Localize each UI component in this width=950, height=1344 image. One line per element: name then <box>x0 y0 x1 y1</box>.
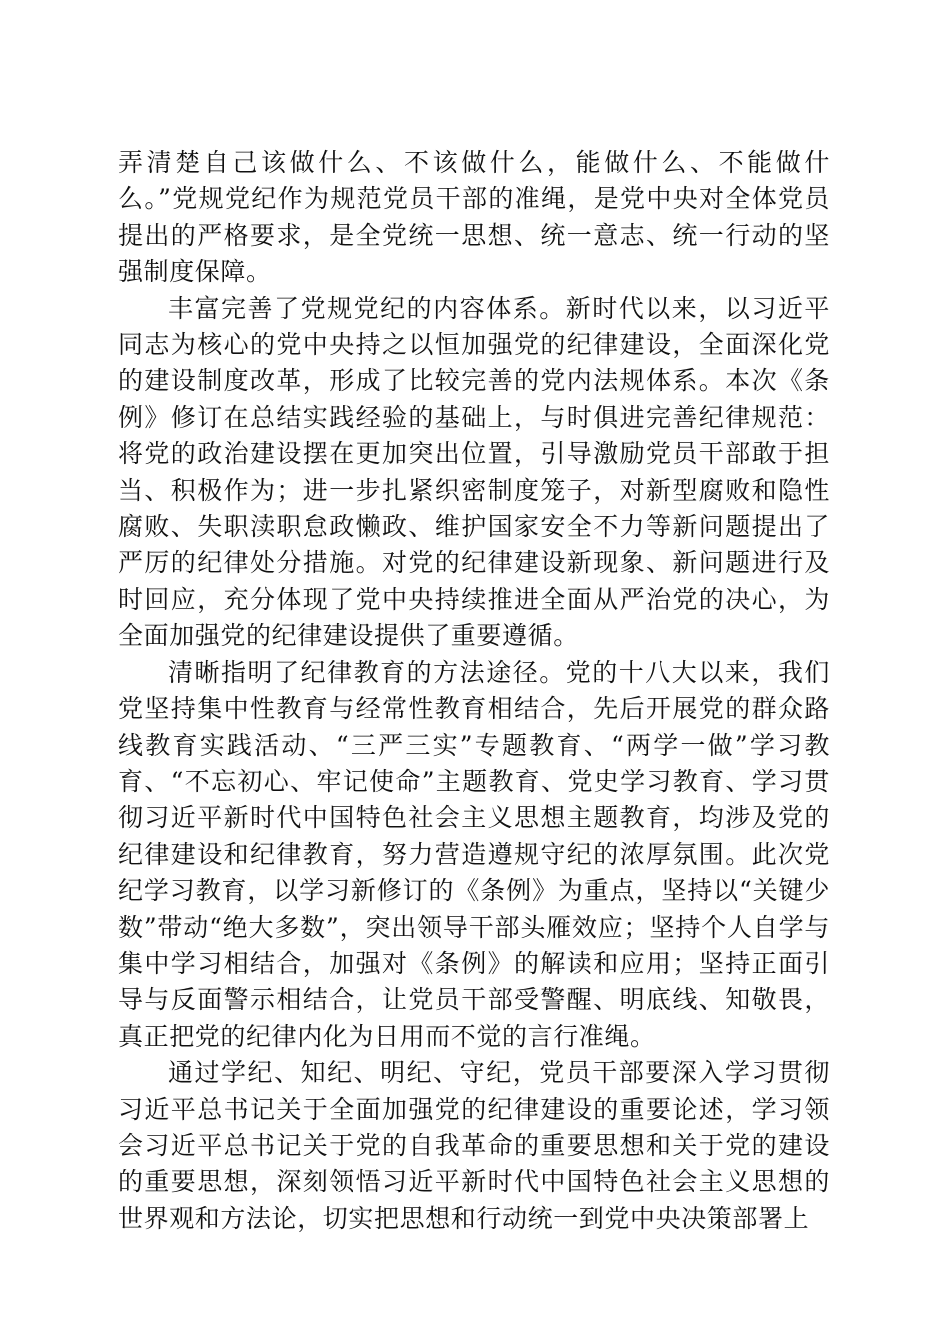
body-text <box>118 145 830 1237</box>
paragraph-study-discipline: 通过学纪、知纪、明纪、守纪，党员干部要深入学习贯彻习近平总书记关于全面加强党的纪律建设的重要论述，学习领会习近平总书记关于党的自我革命的重要思想和关于党的建设的重要思想，深刻领悟习近平新时代中国特色社会主义思想的世界观和方法论，切实把思想和行动统一到党中央决策部署上 <box>118 1058 830 1233</box>
paragraph-content-system: 丰富完善了党规党纪的内容体系。新时代以来，以习近平同志为核心的党中央持之以恒加强党的纪律建设，全面深化党的建设制度改革，形成了比较完善的党内法规体系。本次《条例》修订在总结实践经验的基础上，与时俱进完善纪律规范：将党的政治建设摆在更加突出位置，引导激励党员干部敢于担当、积极作为；进一步扎紧织密制度笼子，对新型腐败和隐性腐败、失职渎职怠政懒政、维护国家安全不力等新问题提出了严厉的纪律处分措施。对党的纪律建设新现象、新问题进行及时回应，充分体现了党中央持续推进全面从严治党的决心，为全面加强党的纪律建设提供了重要遵循。 <box>118 293 830 651</box>
paragraph-continuation: 弄清楚自己该做什么、不该做什么，能做什么、不能做什么。”党规党纪作为规范党员干部的准绳，是党中央对全体党员提出的严格要求，是全党统一思想、统一意志、统一行动的坚强制度保障。 <box>118 148 830 287</box>
paragraph-education-methods: 清晰指明了纪律教育的方法途径。党的十八大以来，我们党坚持集中性教育与经常性教育相结合，先后开展党的群众路线教育实践活动、“三严三实”专题教育、“两学一做”学习教育、“不忘初心、牢记使命”主题教育、党史学习教育、学习贯彻习近平新时代中国特色社会主义思想主题教育，均涉及党的纪律建设和纪律教育，努力营造遵规守纪的浓厚氛围。此次党纪学习教育，以学习新修订的《条例》为重点，坚持以“关键少数”带动“绝大多数”，突出领导干部头雁效应；坚持个人自学与集中学习相结合，加强对《条例》的解读和应用；坚持正面引导与反面警示相结合，让党员干部受警醒、明底线、知敬畏，真正把党的纪律内化为日用而不觉的言行准绳。 <box>118 657 830 1051</box>
